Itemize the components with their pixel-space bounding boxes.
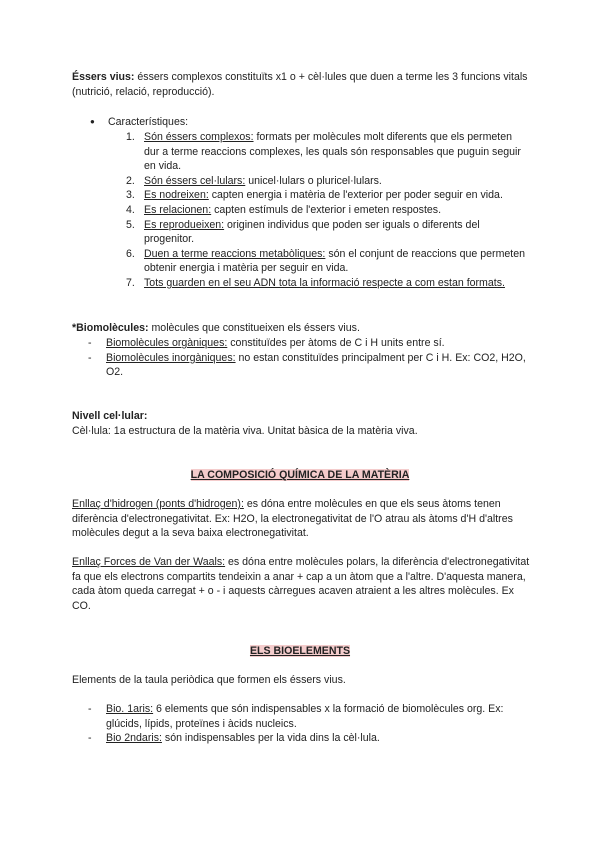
list-item: 7. Tots guarden en el seu ADN tota la informació respecte a com estan formats. [126, 276, 505, 289]
characteristics-bullet [90, 115, 530, 130]
item-label: Duen a terme reaccions metabòliques: [144, 247, 326, 260]
section-heading-composition: LA COMPOSICIÓ QUÍMICA DE LA MATÈRIA [190, 469, 410, 481]
intro-text: éssers complexos constituïts x1 o + cèl·lules que duen a terme les 3 funcions vitals (nutrició, relació, reproducció). [72, 71, 528, 98]
biomolecules-paragraph: *Biomolècules: molècules que constitueixen els éssers vius. [72, 322, 360, 334]
list-item: 1. Són éssers complexos: formats per molècules molt diferents que els permeten dur a terme reaccions complexes, les quals són responsables que puguin seguir en vida. [126, 131, 521, 173]
intro-term: Éssers vius: [72, 71, 135, 83]
intro-paragraph [72, 70, 532, 99]
characteristics-title: Característiques: [108, 116, 189, 128]
list-item: 5. Es reprodueixen: originen individus que poden ser iguals o diferents del progenitor. [126, 218, 480, 246]
bioelements-intro: Elements de la taula periòdica que formen els éssers vius. [72, 674, 346, 686]
section-heading-bioelements: ELS BIOELEMENTS [249, 645, 351, 657]
item-label: Biomolècules orgàniques: [106, 337, 228, 349]
vanderwaals-label: Enllaç Forces de Van der Waals: [72, 556, 226, 568]
vanderwaals-paragraph: Enllaç Forces de Van der Waals: es dóna entre molècules polars, la diferència d'electronegativitat fa que els electrons compartits tendeixin a anar + cap a un àtom que a l'altre. D'aquesta manera, cada àtom queda carregat + o - i aquests càrregues acaven atraient a les altres molècules. Ex CO. [72, 556, 530, 612]
characteristics-list [126, 130, 526, 291]
cellular-title: Nivell cel·lular: [72, 410, 148, 422]
list-item: - Biomolècules orgàniques: constituïdes per àtoms de C i H units entre sí. [88, 337, 445, 349]
item-label: Són éssers cel·lulars: [144, 174, 246, 187]
biomolecules-term: *Biomolècules: [72, 322, 149, 334]
item-label: Són éssers complexos: [144, 131, 254, 143]
item-label: Tots guarden en el seu ADN tota la informació respecte a com estan formats. [144, 276, 505, 289]
bullet-marker: ● [90, 117, 95, 126]
list-item: 4. Es relacionen: capten estímuls de l'exterior i emeten respostes. [126, 203, 442, 216]
hydrogen-paragraph: Enllaç d'hidrogen (ponts d'hidrogen): es dóna entre molècules en que els seus àtoms tenen diferència d'electronegativitat. Ex: H2O, la electronegativitat de l'O atrau als àtoms d'H d'altres molècules degut a la seva baixa electronegativitat. [72, 498, 513, 540]
list-item: 6. Duen a terme reaccions metabòliques: són el conjunt de reaccions que permeten obtenir energia i matèria per seguir en vida. [126, 247, 526, 275]
list-item: 3. Es nodreixen: capten energia i matèria de l'exterior per poder seguir en vida. [126, 189, 503, 202]
cellular-text: Cèl·lula: 1a estructura de la matèria viva. Unitat bàsica de la matèria viva. [72, 425, 418, 437]
item-label: Bio. 1aris: [106, 703, 154, 715]
bioelements-list [72, 702, 532, 746]
biomolecules-list [72, 336, 532, 380]
list-item: - Bio 2ndaris: són indispensables per la vida dins la cèl·lula. [88, 732, 380, 745]
item-label: Biomolècules inorgàniques: [106, 351, 236, 364]
item-label: Es nodreixen: [144, 189, 209, 202]
list-item: - Biomolècules inorgàniques: no estan constituïdes principalment per C i H. Ex: CO2, H2O, O2. [88, 351, 526, 379]
hydrogen-label: Enllaç d'hidrogen (ponts d'hidrogen): [72, 498, 244, 510]
item-label: Es relacionen: [144, 203, 212, 216]
item-label: Bio 2ndaris: [106, 732, 162, 745]
item-label: Es reprodueixen: [144, 218, 225, 231]
list-item: - Bio. 1aris: 6 elements que són indispensables x la formació de biomolècules org. Ex: glúcids, lípids, proteïnes i àcids nucleics. [88, 703, 504, 730]
list-item: 2. Són éssers cel·lulars: unicel·lulars o pluricel·lulars. [126, 174, 382, 187]
